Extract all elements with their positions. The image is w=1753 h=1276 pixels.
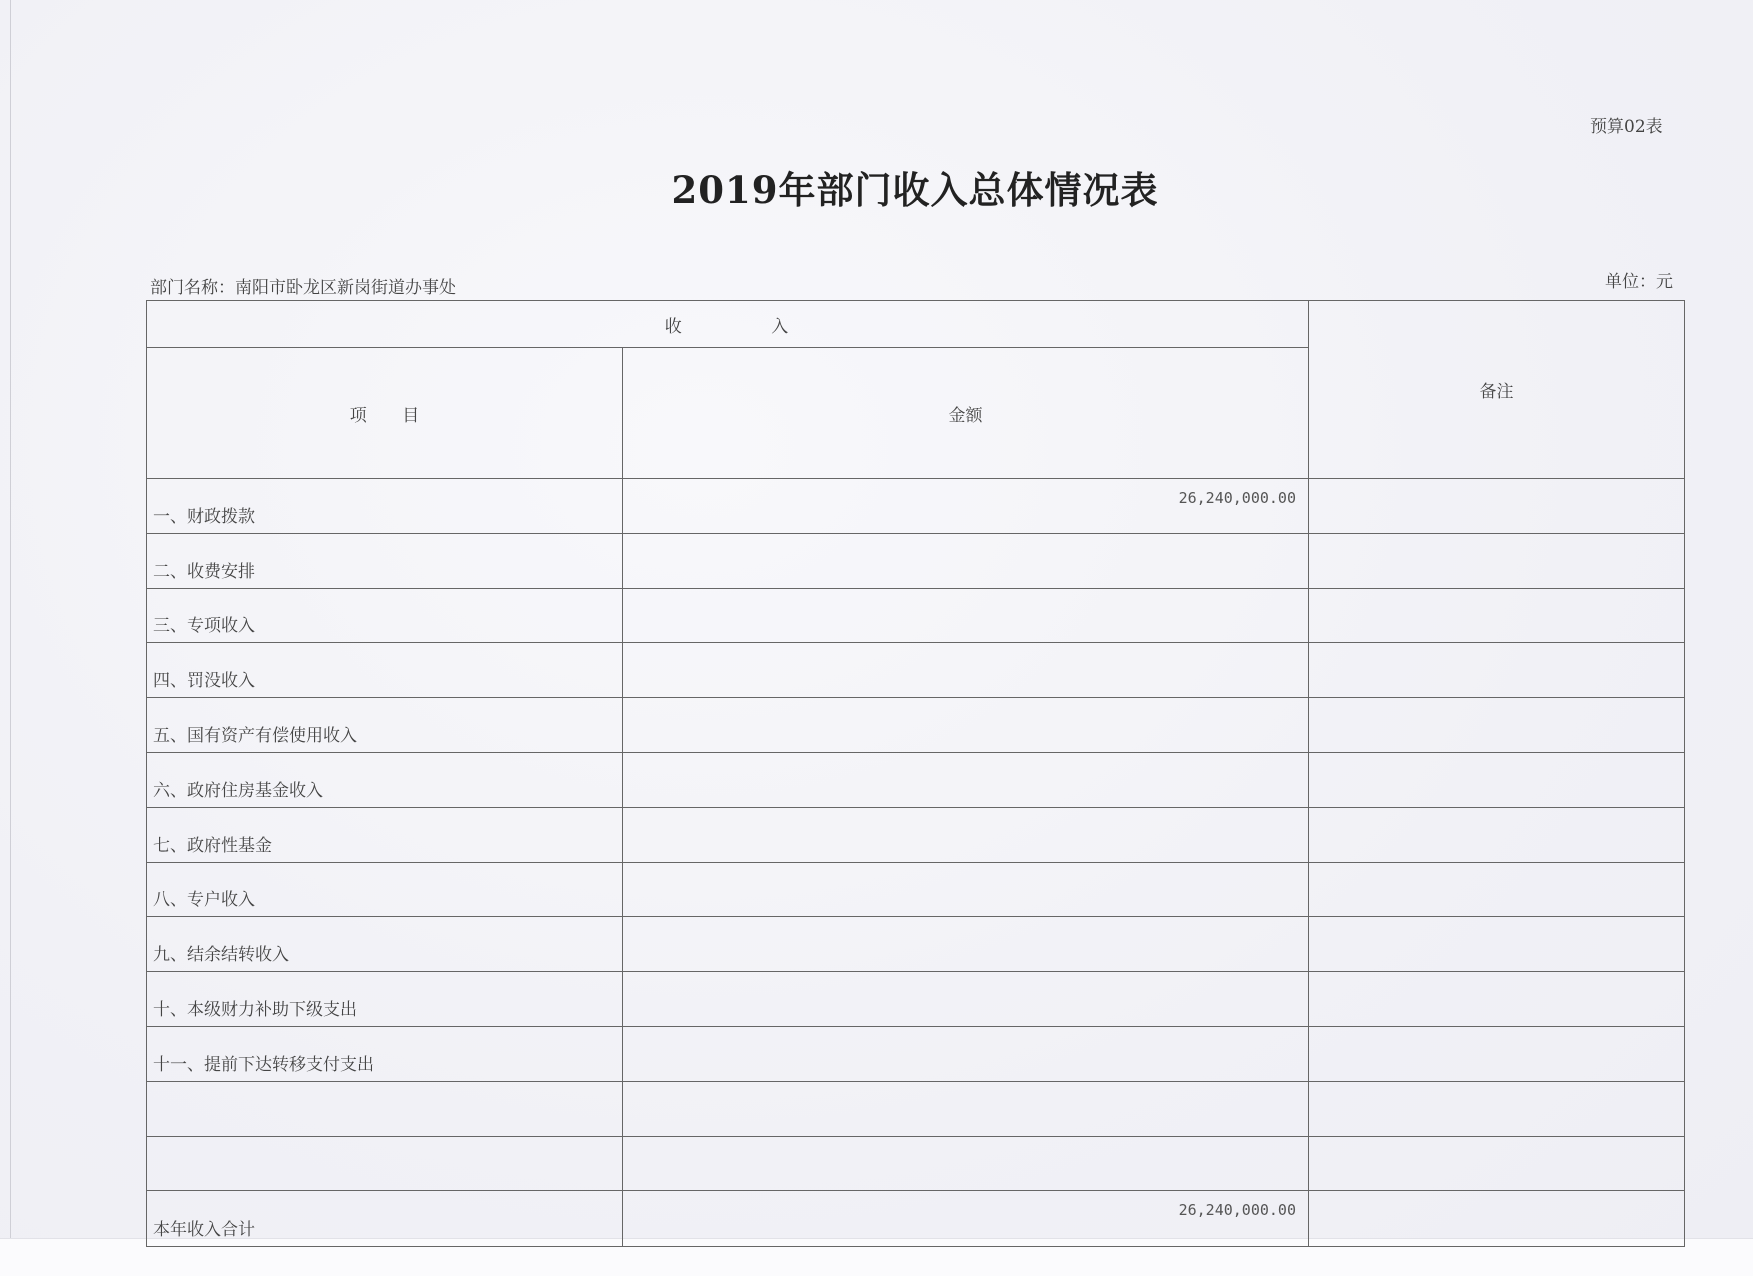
row-amount — [623, 752, 1309, 807]
header-note: 备注 — [1309, 301, 1685, 479]
row-amount — [623, 533, 1309, 588]
row-item — [147, 1136, 623, 1191]
row-amount — [623, 1081, 1309, 1136]
row-item: 八、专户收入 — [147, 862, 623, 917]
row-amount — [623, 862, 1309, 917]
header-amount: 金额 — [623, 348, 1309, 479]
row-item — [147, 1081, 623, 1136]
row-item: 十、本级财力补助下级支出 — [147, 972, 623, 1027]
row-note — [1309, 1136, 1685, 1191]
table-row — [147, 479, 1685, 534]
form-code: 预算02表 — [1590, 117, 1663, 137]
row-note — [1309, 862, 1685, 917]
table-row — [147, 698, 1685, 753]
table-row — [147, 533, 1685, 588]
row-amount — [623, 917, 1309, 972]
row-note — [1309, 1081, 1685, 1136]
row-note — [1309, 972, 1685, 1027]
row-note — [1309, 1026, 1685, 1081]
row-item: 二、收费安排 — [147, 533, 623, 588]
row-amount — [623, 1136, 1309, 1191]
income-table — [146, 300, 1685, 1247]
total-amount: 26,240,000.00 — [623, 1191, 1309, 1247]
row-amount — [623, 643, 1309, 698]
row-note — [1309, 752, 1685, 807]
row-item: 九、结余结转收入 — [147, 917, 623, 972]
row-item: 三、专项收入 — [147, 588, 623, 643]
row-amount — [623, 588, 1309, 643]
table-row — [147, 752, 1685, 807]
row-note — [1309, 698, 1685, 753]
total-note — [1309, 1191, 1685, 1247]
table-row — [147, 917, 1685, 972]
row-note — [1309, 588, 1685, 643]
table-row — [147, 1026, 1685, 1081]
row-item: 十一、提前下达转移支付支出 — [147, 1026, 623, 1081]
row-amount: 26,240,000.00 — [623, 479, 1309, 534]
table-row — [147, 807, 1685, 862]
table-row — [147, 643, 1685, 698]
table-row — [147, 862, 1685, 917]
table-row — [147, 1081, 1685, 1136]
table-row — [147, 972, 1685, 1027]
row-note — [1309, 807, 1685, 862]
row-item: 一、财政拨款 — [147, 479, 623, 534]
table-row — [147, 1136, 1685, 1191]
department-name: 部门名称：南阳市卧龙区新岗街道办事处 — [150, 278, 456, 298]
row-amount — [623, 807, 1309, 862]
total-label: 本年收入合计 — [147, 1191, 623, 1247]
table-row — [147, 588, 1685, 643]
currency-unit: 单位：元 — [1605, 272, 1673, 292]
row-note — [1309, 917, 1685, 972]
row-item: 六、政府住房基金收入 — [147, 752, 623, 807]
row-item: 五、国有资产有偿使用收入 — [147, 698, 623, 753]
row-note — [1309, 643, 1685, 698]
row-item: 七、政府性基金 — [147, 807, 623, 862]
row-amount — [623, 698, 1309, 753]
row-item: 四、罚没收入 — [147, 643, 623, 698]
header-income: 收 入 — [147, 301, 1309, 348]
row-note — [1309, 533, 1685, 588]
row-amount — [623, 1026, 1309, 1081]
total-row — [147, 1191, 1685, 1247]
row-note — [1309, 479, 1685, 534]
page-title: 2019年部门收入总体情况表 — [671, 168, 1159, 212]
header-item: 项 目 — [147, 348, 623, 479]
row-amount — [623, 972, 1309, 1027]
